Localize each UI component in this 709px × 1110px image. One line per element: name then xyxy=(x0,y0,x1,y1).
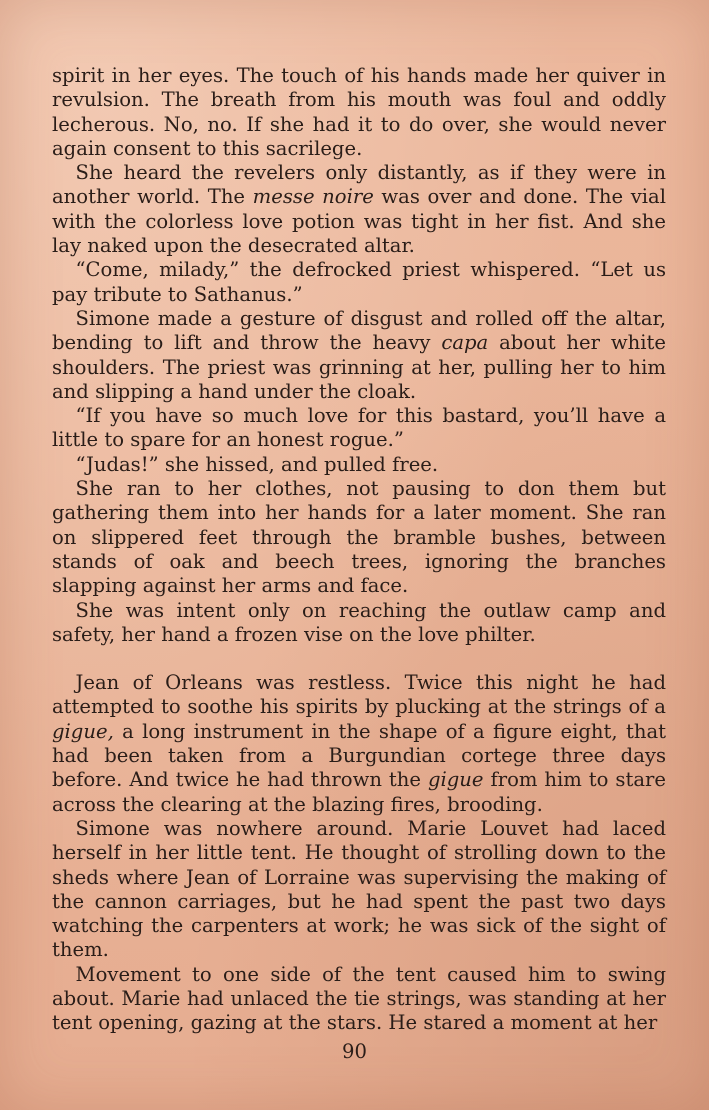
italic-text: gigue xyxy=(427,768,484,792)
text-run: She ran to her clothes, not pausing to don them but gathering them into her hands for a later moment. She ran on slippered feet through the bramble bushes, between stands of oak and beech trees, ignoring the branches slapping against her arms and face. xyxy=(52,477,666,598)
paragraph xyxy=(52,307,666,404)
paragraph xyxy=(52,671,666,817)
paragraph xyxy=(52,161,666,258)
paragraph xyxy=(52,599,666,648)
page-number: 90 xyxy=(342,1040,367,1063)
body-text xyxy=(52,64,666,1036)
text-run: was over and done. The vial with the colorless love potion was tight in her fist. And she lay naked upon the desecrated altar. xyxy=(52,185,666,258)
paragraph xyxy=(52,404,666,453)
text-run: a long instrument in the shape of a figure eight, that had been taken from a Burgundian cortege three days before. And twice he had thrown the xyxy=(52,719,666,792)
text-run: about her white shoulders. The priest was grinning at her, pulling her to him and slipping a hand under the cloak. xyxy=(52,331,666,403)
text-run: from him to stare across the clearing at the blazing fires, brooding. xyxy=(52,768,666,816)
section-break xyxy=(52,647,666,671)
text-run: Movement to one side of the tent caused him to swing about. Marie had unlaced the tie strings, was standing at her tent opening, gazing at the stars. He stared a moment at her xyxy=(52,962,666,1035)
paragraph xyxy=(52,258,666,307)
text-run: Simone was nowhere around. Marie Louvet had laced herself in her little tent. He thought of strolling down to the sheds where Jean of Lorraine was supervising the making of the cannon carriages, but he had spent the past two days watching the carpenters at work; he was sick of the sight of them. xyxy=(52,816,666,962)
italic-text: capa xyxy=(441,331,489,355)
paragraph xyxy=(52,817,666,963)
paragraph xyxy=(52,477,666,598)
text-run: “Judas!” she hissed, and pulled free. xyxy=(75,452,439,476)
text-run: “Come, milady,” the defrocked priest whispered. “Let us pay tribute to Sathanus.” xyxy=(52,258,666,306)
text-run: Simone made a gesture of disgust and rolled off the altar, bending to lift and throw the heavy xyxy=(52,306,666,355)
text-run: Jean of Orleans was restless. Twice this night he had attempted to soothe his spirits by plucking at the strings of a xyxy=(52,671,666,719)
text-run: “If you have so much love for this bastard, you’ll have a little to spare for an honest rogue.” xyxy=(52,404,666,452)
italic-text: gigue, xyxy=(52,719,114,743)
text-run: She heard the revelers only distantly, as if they were in another world. The xyxy=(52,161,666,209)
text-run: She was intent only on reaching the outlaw camp and safety, her hand a frozen vise on the love philter. xyxy=(52,598,666,646)
paragraph xyxy=(52,963,666,1036)
paragraph xyxy=(52,453,666,477)
paragraph xyxy=(52,64,666,161)
text-run: spirit in her eyes. The touch of his hands made her quiver in revulsion. The breath from his mouth was foul and oddly lecherous. No, no. If she had it to do over, she would never again consent to this sacrilege. xyxy=(52,64,666,160)
italic-text: messe noire xyxy=(252,185,374,209)
